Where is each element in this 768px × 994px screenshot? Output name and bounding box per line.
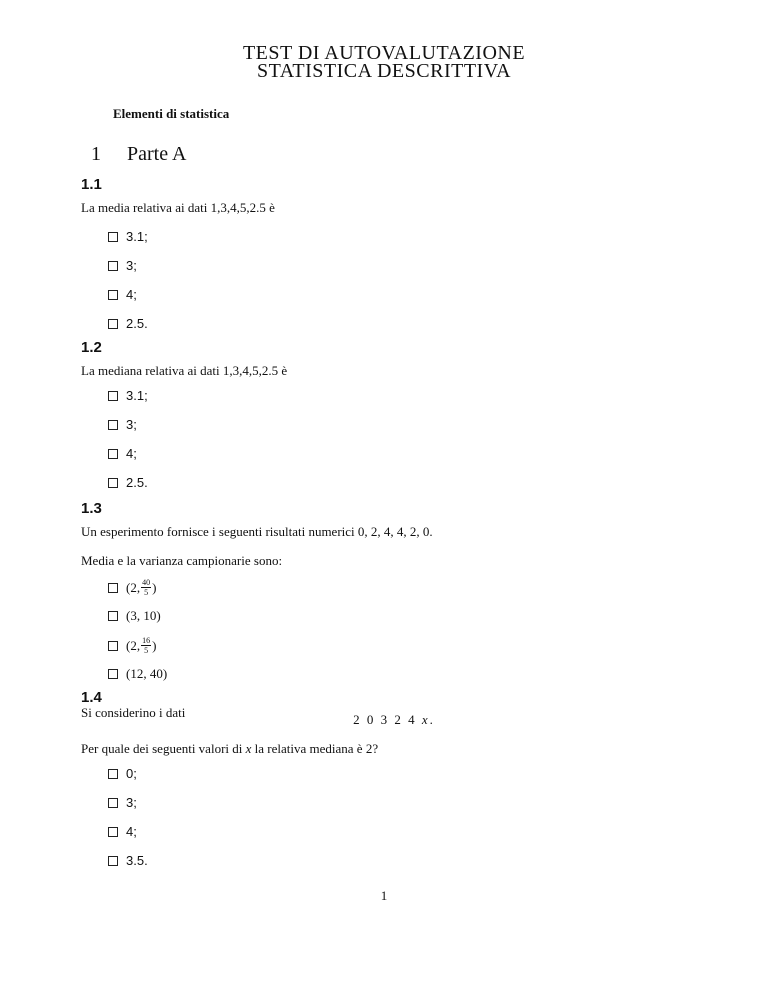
checkbox-icon[interactable]	[108, 798, 118, 808]
option-close: )	[152, 579, 157, 595]
option-label: (12, 40)	[126, 666, 168, 681]
fraction	[141, 637, 151, 654]
option-1-4-a[interactable]	[108, 766, 137, 781]
option-1-2-c[interactable]	[108, 446, 137, 461]
option-label: 3;	[126, 417, 137, 432]
option-1-4-b[interactable]	[108, 795, 137, 810]
fraction-denominator: 5	[144, 588, 149, 597]
checkbox-icon[interactable]	[108, 449, 118, 459]
option-1-3-c[interactable]	[108, 637, 156, 654]
section-number: 1	[91, 143, 101, 165]
data-list	[0, 712, 768, 728]
option-label: 2.5.	[126, 316, 148, 331]
checkbox-icon[interactable]	[108, 290, 118, 300]
question-text-1-1: La media relativa ai dati 1,3,4,5,2.5 è	[81, 200, 275, 215]
option-1-3-a[interactable]	[108, 579, 156, 596]
option-label	[126, 637, 156, 654]
document-title-line-1: TEST DI AUTOVALUTAZIONE	[242, 42, 526, 64]
fraction	[141, 579, 151, 596]
checkbox-icon[interactable]	[108, 856, 118, 866]
data-end: .	[429, 712, 435, 727]
question-heading-1-4: 1.4	[81, 689, 102, 706]
checkbox-icon[interactable]	[108, 583, 118, 593]
option-1-1-a[interactable]	[108, 229, 148, 244]
option-1-3-b[interactable]	[108, 608, 161, 624]
checkbox-icon[interactable]	[108, 232, 118, 242]
checkbox-icon[interactable]	[108, 641, 118, 651]
option-1-2-d[interactable]	[108, 475, 148, 490]
fraction-denominator: 5	[144, 646, 149, 655]
option-1-2-a[interactable]	[108, 388, 148, 403]
document-title-line-2: STATISTICA DESCRITTIVA	[256, 60, 512, 82]
checkbox-icon[interactable]	[108, 827, 118, 837]
question-text-1-3: Un esperimento fornisce i seguenti risultati numerici 0, 2, 4, 4, 2, 0.	[81, 524, 433, 539]
option-label: 3.5.	[126, 853, 148, 868]
question-heading-1-2: 1.2	[81, 339, 102, 356]
question-text-part: Per quale dei seguenti valori di	[81, 741, 246, 756]
question-heading-1-3: 1.3	[81, 500, 102, 517]
question-text-part: la relativa mediana è 2?	[251, 741, 379, 756]
option-open: (2,	[126, 579, 141, 595]
checkbox-icon[interactable]	[108, 769, 118, 779]
checkbox-icon[interactable]	[108, 669, 118, 679]
checkbox-icon[interactable]	[108, 391, 118, 401]
checkbox-icon[interactable]	[108, 319, 118, 329]
question-heading-1-1: 1.1	[81, 176, 102, 193]
option-label: 4;	[126, 824, 137, 839]
question-text-1-4: Si considerino i dati	[81, 705, 186, 720]
option-label: 3;	[126, 258, 137, 273]
option-close: )	[152, 637, 157, 653]
checkbox-icon[interactable]	[108, 420, 118, 430]
document-subtitle: Elementi di statistica	[113, 106, 230, 121]
option-label: 4;	[126, 446, 137, 461]
section-title: Parte A	[127, 143, 187, 165]
question-text-1-4-b	[81, 741, 378, 757]
option-1-4-c[interactable]	[108, 824, 137, 839]
option-label: (3, 10)	[126, 608, 161, 623]
option-1-1-d[interactable]	[108, 316, 148, 331]
checkbox-icon[interactable]	[108, 478, 118, 488]
checkbox-icon[interactable]	[108, 611, 118, 621]
option-1-2-b[interactable]	[108, 417, 137, 432]
fraction-numerator: 40	[142, 578, 151, 587]
option-label	[126, 579, 156, 596]
option-1-4-d[interactable]	[108, 853, 148, 868]
data-values: 2 0 3 2 4	[353, 712, 417, 727]
option-label: 3.1;	[126, 388, 148, 403]
checkbox-icon[interactable]	[108, 261, 118, 271]
option-open: (2,	[126, 637, 141, 653]
option-label: 4;	[126, 287, 137, 302]
option-1-1-b[interactable]	[108, 258, 137, 273]
option-label: 0;	[126, 766, 137, 781]
data-variable: x	[421, 712, 430, 727]
question-text-1-2: La mediana relativa ai dati 1,3,4,5,2.5 è	[81, 363, 288, 378]
question-text-1-3-b: Media e la varianza campionarie sono:	[81, 553, 283, 568]
option-label: 3.1;	[126, 229, 148, 244]
page-number: 1	[380, 888, 388, 903]
option-1-1-c[interactable]	[108, 287, 137, 302]
option-label: 3;	[126, 795, 137, 810]
fraction-numerator: 16	[142, 636, 151, 645]
option-1-3-d[interactable]	[108, 666, 167, 682]
question-variable: x	[245, 741, 252, 756]
option-label: 2.5.	[126, 475, 148, 490]
